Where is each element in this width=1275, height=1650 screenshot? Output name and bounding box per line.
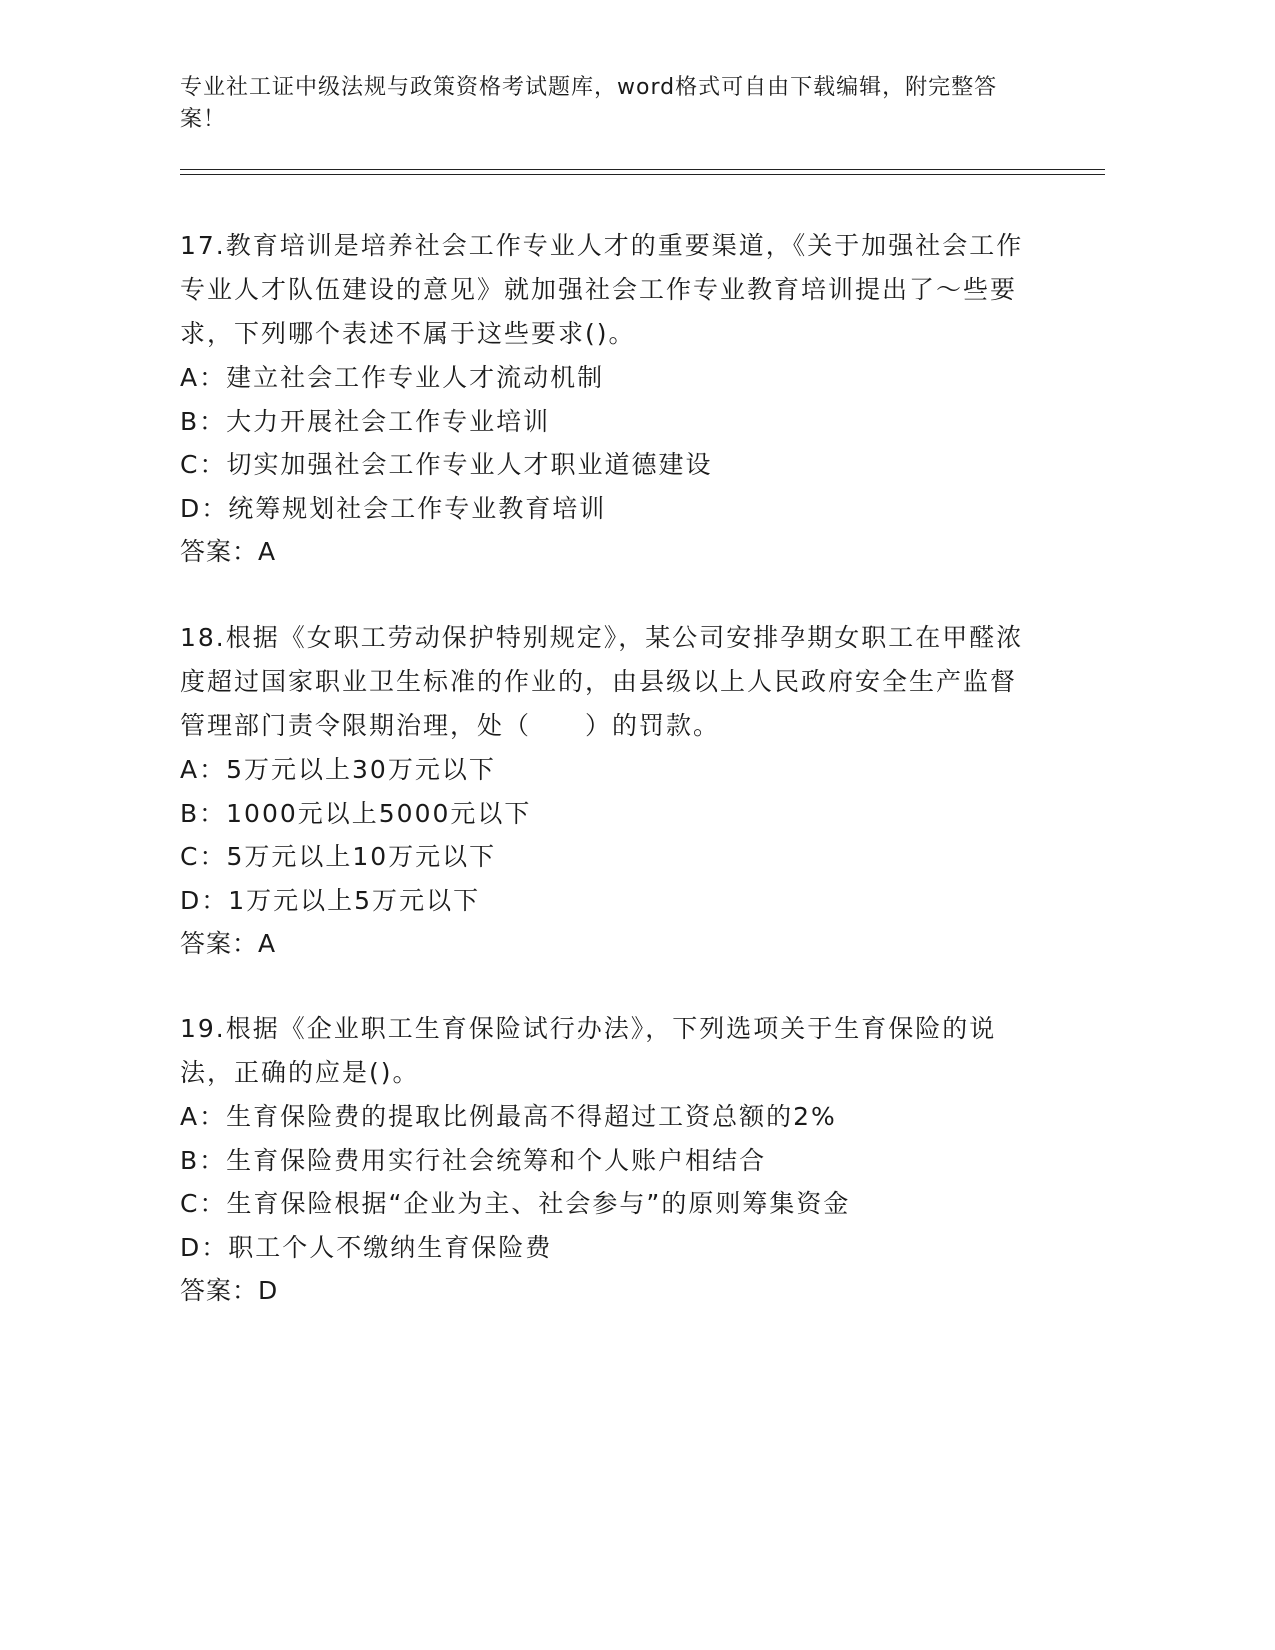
option-a: A：生育保险费的提取比例最高不得超过工资总额的2% — [180, 1102, 837, 1131]
option-d: D：1万元以上5万元以下 — [180, 885, 481, 915]
header-divider-bottom — [180, 174, 1105, 175]
option-a: A：5万元以上30万元以下 — [180, 755, 496, 784]
option-b: B：大力开展社会工作专业培训 — [180, 406, 551, 436]
option-c: C：5万元以上10万元以下 — [180, 842, 497, 871]
header-divider-top — [180, 169, 1105, 170]
answer-line: 答案：D — [180, 1276, 279, 1305]
answer-line: 答案：A — [180, 929, 277, 958]
answer-line: 答案：A — [180, 537, 277, 566]
option-b: B：生育保险费用实行社会统筹和个人账户相结合 — [180, 1145, 767, 1175]
option-d: D：统筹规划社会工作专业教育培训 — [180, 493, 607, 523]
question-18 — [180, 616, 1040, 966]
question-stem: 18.根据《女职工劳动保护特别规定》，某公司安排孕期女职工在甲醛浓度超过国家职业卫生标准的作业的，由县级以上人民政府安全生产监督管理部门责令限期治理，处（ ）的罚款。 — [180, 623, 1024, 740]
question-stem: 19.根据《企业职工生育保险试行办法》，下列选项关于生育保险的说法，正确的应是()。 — [180, 1014, 997, 1087]
question-stem: 17.教育培训是培养社会工作专业人才的重要渠道，《关于加强社会工作专业人才队伍建设的意见》就加强社会工作专业教育培训提出了～些要求，下列哪个表述不属于这些要求()。 — [180, 231, 1024, 348]
option-d: D：职工个人不缴纳生育保险费 — [180, 1232, 553, 1262]
question-17 — [180, 224, 1040, 574]
option-a: A：建立社会工作专业人才流动机制 — [180, 363, 605, 392]
document-header: 专业社工证中级法规与政策资格考试题库，word格式可自由下载编辑，附完整答案！ — [180, 75, 998, 132]
option-c: C：生育保险根据“企业为主、社会参与”的原则筹集资金 — [180, 1189, 851, 1218]
option-c: C：切实加强社会工作专业人才职业道德建设 — [180, 450, 713, 479]
option-b: B：1000元以上5000元以下 — [180, 798, 532, 828]
question-19 — [180, 1007, 1040, 1313]
